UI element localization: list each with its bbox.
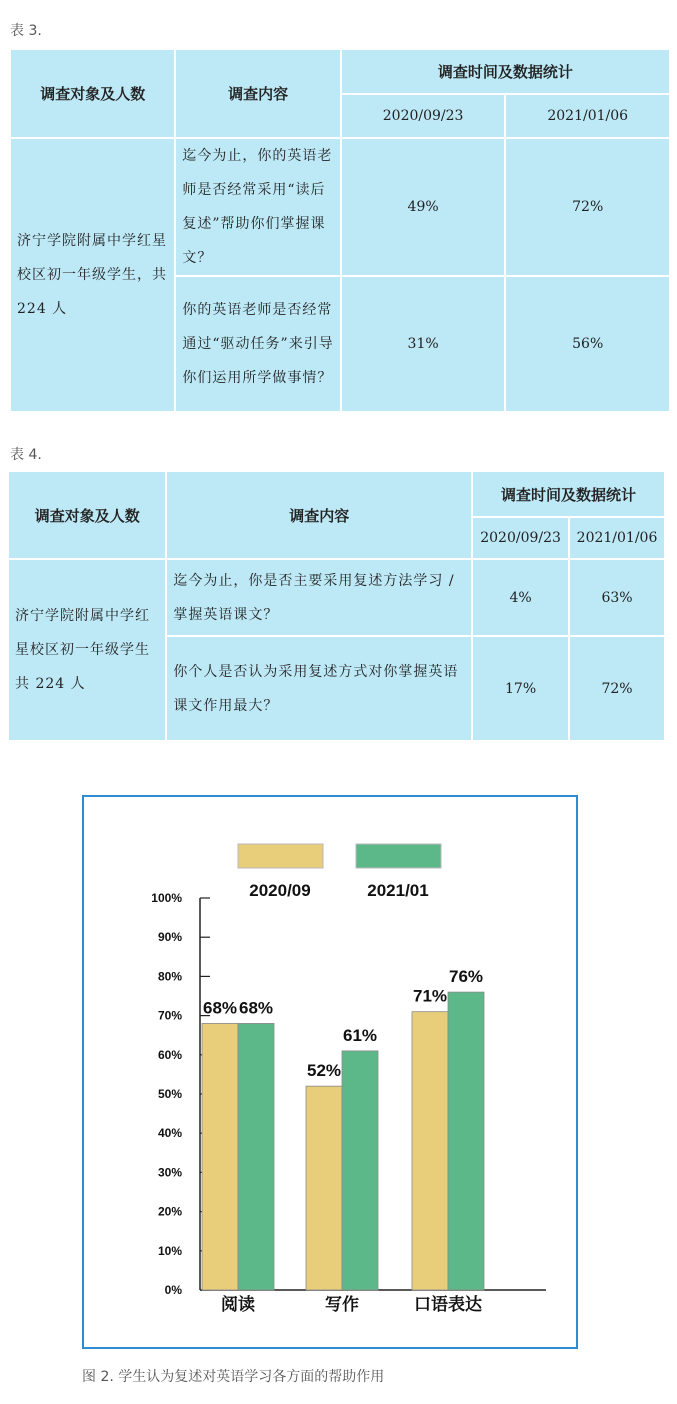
chart-frame — [82, 795, 578, 1349]
data-label-2-series-1: 52% — [306, 1061, 342, 1081]
bar-2-series-2 — [342, 1051, 378, 1290]
y-tick-label: 20% — [157, 1204, 182, 1219]
table4-header-date1: 2020/09/23 — [472, 517, 569, 559]
legend-label-2: 2021/01 — [367, 881, 429, 900]
table4-header-content: 调查内容 — [166, 471, 472, 559]
table4-question-2: 你个人是否认为采用复述方式对你掌握英语课文作用最大？ — [166, 636, 472, 741]
table3-row2-value2: 56% — [505, 276, 670, 412]
table4-question-1: 迄今为止，你是否主要采用复述方法学习 / 掌握英语课文？ — [166, 559, 472, 636]
y-tick-label: 10% — [157, 1243, 182, 1258]
table3-header-date2: 2021/01/06 — [505, 94, 670, 138]
y-tick-label: 30% — [157, 1165, 182, 1180]
bar-1-series-2 — [238, 1023, 274, 1290]
y-tick-label: 100% — [151, 891, 182, 905]
figure-caption: 图 2. 学生认为复述对英语学习各方面的帮助作用 — [82, 1369, 385, 1385]
y-tick-label: 40% — [157, 1126, 182, 1141]
x-category-label-2: 写作 — [325, 1295, 359, 1315]
table4-subject-cell: 济宁学院附属中学红星校区初一年级学生共 224 人 — [8, 559, 166, 741]
data-label-3-series-1: 71% — [412, 986, 448, 1006]
table3-header-subject: 调查对象及人数 — [10, 49, 175, 138]
table4-row2-value1: 17% — [472, 636, 569, 741]
table3-question-1: 迄今为止，你的英语老师是否经常采用“读后复述”帮助你们掌握课文？ — [175, 138, 340, 276]
table4-row1-value2: 63% — [569, 559, 665, 636]
table3 — [9, 48, 671, 413]
table3-subject-cell: 济宁学院附属中学红星校区初一年级学生，共 224 人 — [10, 138, 175, 412]
table3-row1-value1: 49% — [341, 138, 506, 276]
y-tick-label: 60% — [157, 1047, 182, 1062]
table3-question-2: 你的英语老师是否经常通过“驱动任务”来引导你们运用所学做事情？ — [175, 276, 340, 412]
table3-header-time-stats: 调查时间及数据统计 — [341, 49, 670, 94]
x-category-label-3: 口语表达 — [414, 1295, 482, 1315]
data-label-1-series-2: 68% — [238, 998, 274, 1018]
table4-row2-value2: 72% — [569, 636, 665, 741]
table3-row2-value1: 31% — [341, 276, 506, 412]
bar-3-series-2 — [448, 992, 484, 1290]
table4-header-subject: 调查对象及人数 — [8, 471, 166, 559]
bar-1-series-1 — [202, 1023, 238, 1290]
table3-header-date1: 2020/09/23 — [341, 94, 506, 138]
table4-row1-value1: 4% — [472, 559, 569, 636]
table4 — [7, 470, 666, 742]
x-category-label-1: 阅读 — [221, 1295, 255, 1315]
table3-header-content: 调查内容 — [175, 49, 340, 138]
legend-swatch-2 — [356, 844, 441, 868]
data-label-1-series-1: 68% — [202, 998, 238, 1018]
table4-header-date2: 2021/01/06 — [569, 517, 665, 559]
bar-3-series-1 — [412, 1012, 448, 1290]
table3-caption: 表 3. — [10, 23, 42, 39]
legend-label-1: 2020/09 — [249, 881, 311, 900]
y-tick-label: 50% — [157, 1087, 182, 1101]
legend-swatch-1 — [238, 844, 323, 868]
bar-chart — [84, 797, 576, 1347]
data-label-3-series-2: 76% — [448, 967, 484, 987]
y-tick-label: 90% — [157, 930, 182, 945]
table4-caption: 表 4. — [10, 447, 42, 463]
y-tick-label: 70% — [157, 1008, 182, 1023]
table3-row1-value2: 72% — [505, 138, 670, 276]
data-label-2-series-2: 61% — [342, 1025, 378, 1045]
bar-2-series-1 — [306, 1086, 342, 1290]
table4-header-time-stats: 调查时间及数据统计 — [472, 471, 665, 517]
y-tick-label: 80% — [157, 969, 182, 984]
y-tick-label: 0% — [164, 1283, 182, 1297]
